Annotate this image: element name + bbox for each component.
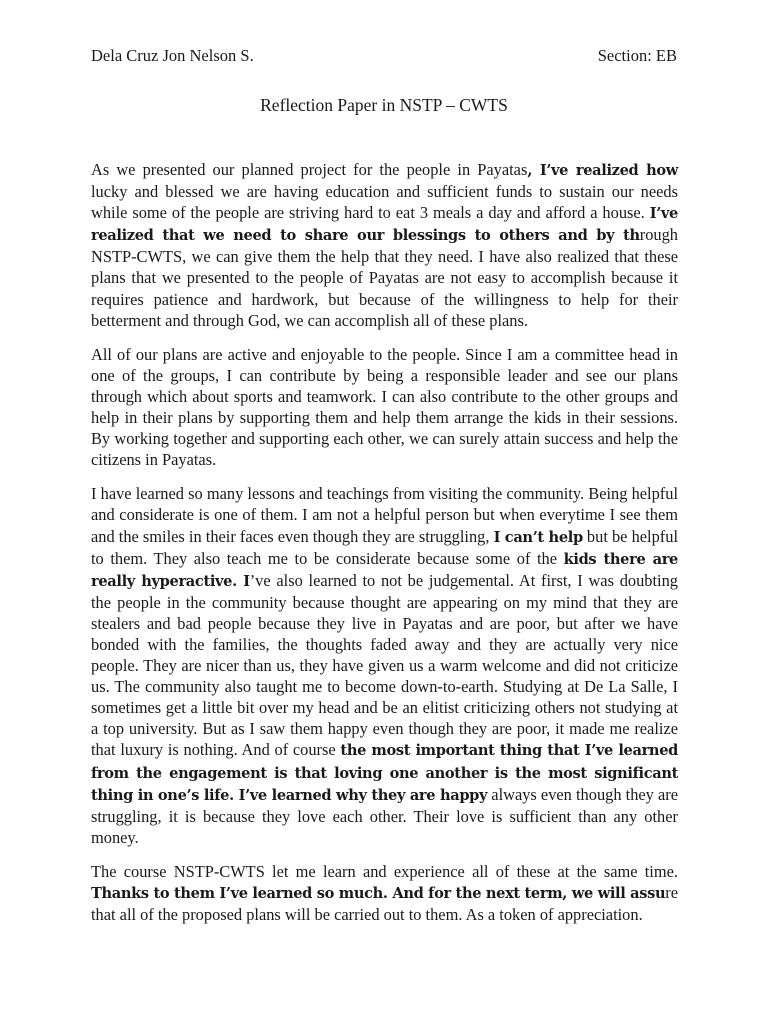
document-body [91,159,678,938]
paragraph [91,861,678,925]
text-run: The course NSTP-CWTS let me learn and experience all of these at the same time. [91,861,678,881]
text-run: but be helpful to them. They also teach me to be considerate because some of the [91,526,678,568]
text-run: rough NSTP-CWTS, we can give them the help that they need. I have also realized that these plans that we presented to the people of Payatas are not easy to accomplish because it requires patience and hardwork, but because of the willingness to help for their betterment and through God, we can accomplish all of these plans. [91,225,678,330]
emphasis-run: the most important thing that I’ve learned from the engagement is that loving one another is the most significant thing in one’s life. I’ve learned why they are happy [91,742,678,804]
emphasis-run: I’ve realized that we need to share our blessings to others and by th [91,205,678,245]
emphasis-run: I can’t help [493,528,583,546]
text-run: I have learned so many lessons and teachings from visiting the community. Being helpful and considerate is one of them. I am not a helpful person but when everytime I see them and the smiles in their faces even though they are struggling, [91,484,678,546]
text-run: always even though they are struggling, it is because they love each other. Their love is sufficient than any other money. [91,784,678,847]
text-run: ’ve also learned to not be judgemental. At first, I was doubting the people in the community because thought are appearing on my mind that they are stealers and bad people because they live in Payatas and are poor, but after we have bonded with the families, the thoughts faded away and they are actually very nice people. They are nicer than us, they have given us a warm welcome and did not criticize us. The community also taught me to become down-to-earth. Studying at De La Salle, I sometimes get a little bit over my head and be an elitist criticizing others not studying at a top university. But as I saw them happy even though they are poor, it made me realize that luxury is nothing. And of course [91,570,678,760]
emphasis-run: kids there are really hyperactive. I [91,550,678,590]
emphasis-run: Thanks to them I’ve learned so much. And for the next term, we will assu [91,885,666,902]
paragraph [91,483,678,848]
emphasis-run: , I’ve realized how [527,162,678,179]
paragraph [91,159,678,331]
text-run: lucky and blessed we are having education and sufficient funds to sustain our needs while some of the people are striving hard to eat 3 meals a day and afford a house. [91,182,678,223]
section-label: Section: EB [597,46,677,65]
text-run: All of our plans are active and enjoyable to the people. Since I am a committee head in one of the groups, I can contribute by being a responsible leader and see our plans through which about sports and teamwork. I can also contribute to the other groups and help in their plans by supporting them and help them arrange the kids in their sessions. By working together and supporting each other, we can surely attain success and help the citizens in Payatas. [91,344,678,470]
text-run: As we presented our planned project for the people in Payatas [91,160,528,179]
page-title: Reflection Paper in NSTP – CWTS [260,95,508,115]
text-run: re that all of the proposed plans will be carried out to them. As a token of appreciation. [91,883,678,925]
paragraph [91,344,678,471]
author-name: Dela Cruz Jon Nelson S. [91,46,254,65]
